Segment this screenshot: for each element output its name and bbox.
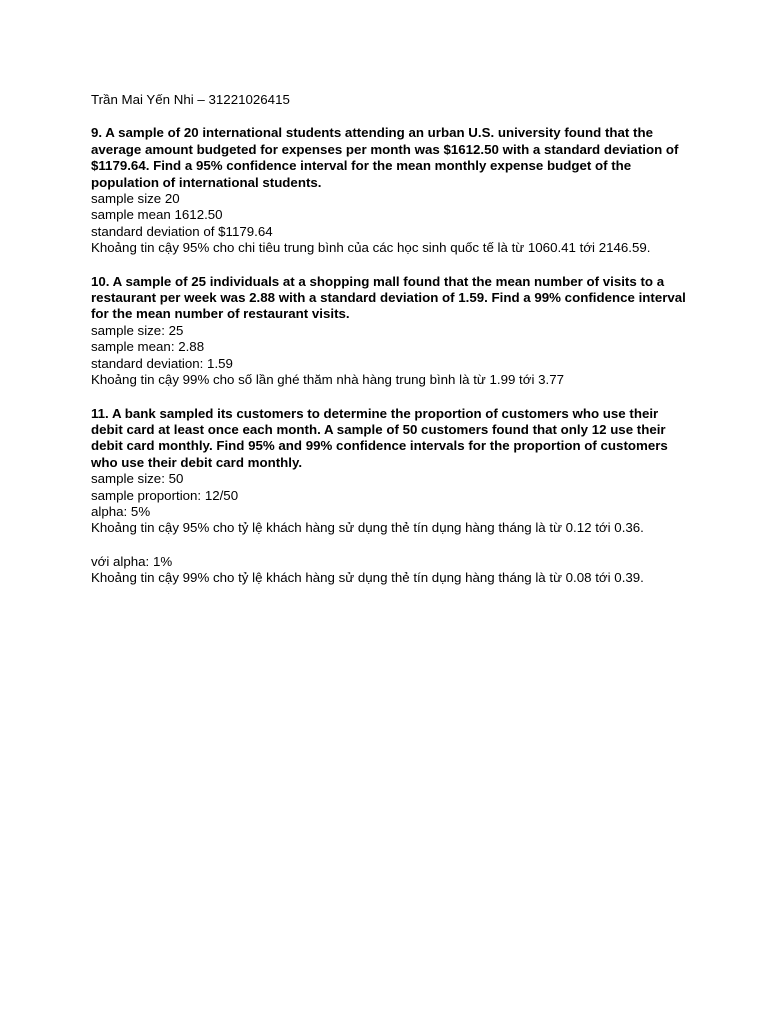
- problem-line: sample proportion: 12/50: [91, 487, 239, 503]
- author-line: Trần Mai Yến Nhi – 31221026415: [91, 92, 290, 107]
- problem-line: sample mean 1612.50: [91, 207, 223, 223]
- problem-answer: Khoảng tin cậy 95% cho tỷ lệ khách hàng sử dụng thẻ tín dụng hàng tháng là từ 0.12 tới 0.36.: [91, 520, 644, 536]
- problem-9: [91, 125, 691, 256]
- problem-answer: Khoảng tin cậy 99% cho số lần ghé thăm nhà hàng trung bình là từ 1.99 tới 3.77: [91, 372, 564, 388]
- problem-line: sample size: 25: [91, 322, 184, 338]
- problem-line: sample size 20: [91, 191, 180, 207]
- problem-line: sample mean: 2.88: [91, 339, 205, 355]
- problem-question: 11. A bank sampled its customers to determine the proportion of customers who use their debit card at least once each month. A sample of 50 customers found that only 12 use their debit card monthly. Find 95% and 99% confidence intervals for the proportion of customers who use their debit card monthly.: [91, 405, 668, 470]
- problem-question: 9. A sample of 20 international students attending an urban U.S. university found that the average amount budgeted for expenses per month was $1612.50 with a standard deviation of $1179.64. Find a 95% confidence interval for the mean monthly expense budget of the population of international students.: [91, 125, 679, 190]
- problem-answer: Khoảng tin cậy 99% cho tỷ lệ khách hàng sử dụng thẻ tín dụng hàng tháng là từ 0.08 tới 0.39.: [91, 570, 644, 586]
- problem-line: standard deviation of $1179.64: [91, 223, 273, 239]
- problem-line: với alpha: 1%: [91, 553, 173, 569]
- problem-10: [91, 274, 691, 389]
- problem-line: sample size: 50: [91, 471, 184, 487]
- problem-line: standard deviation: 1.59: [91, 355, 233, 371]
- problem-answer: Khoảng tin cậy 95% cho chi tiêu trung bình của các học sinh quốc tế là từ 1060.41 tới 2146.59.: [91, 240, 651, 256]
- problem-11-alpha-1: [91, 554, 691, 587]
- problem-question: 10. A sample of 25 individuals at a shopping mall found that the mean number of visits to a restaurant per week was 2.88 with a standard deviation of 1.59. Find a 99% confidence interval for the mean number of restaurant visits.: [91, 273, 686, 322]
- document-page: [91, 92, 691, 604]
- problem-11: [91, 406, 691, 587]
- problem-line: alpha: 5%: [91, 503, 151, 519]
